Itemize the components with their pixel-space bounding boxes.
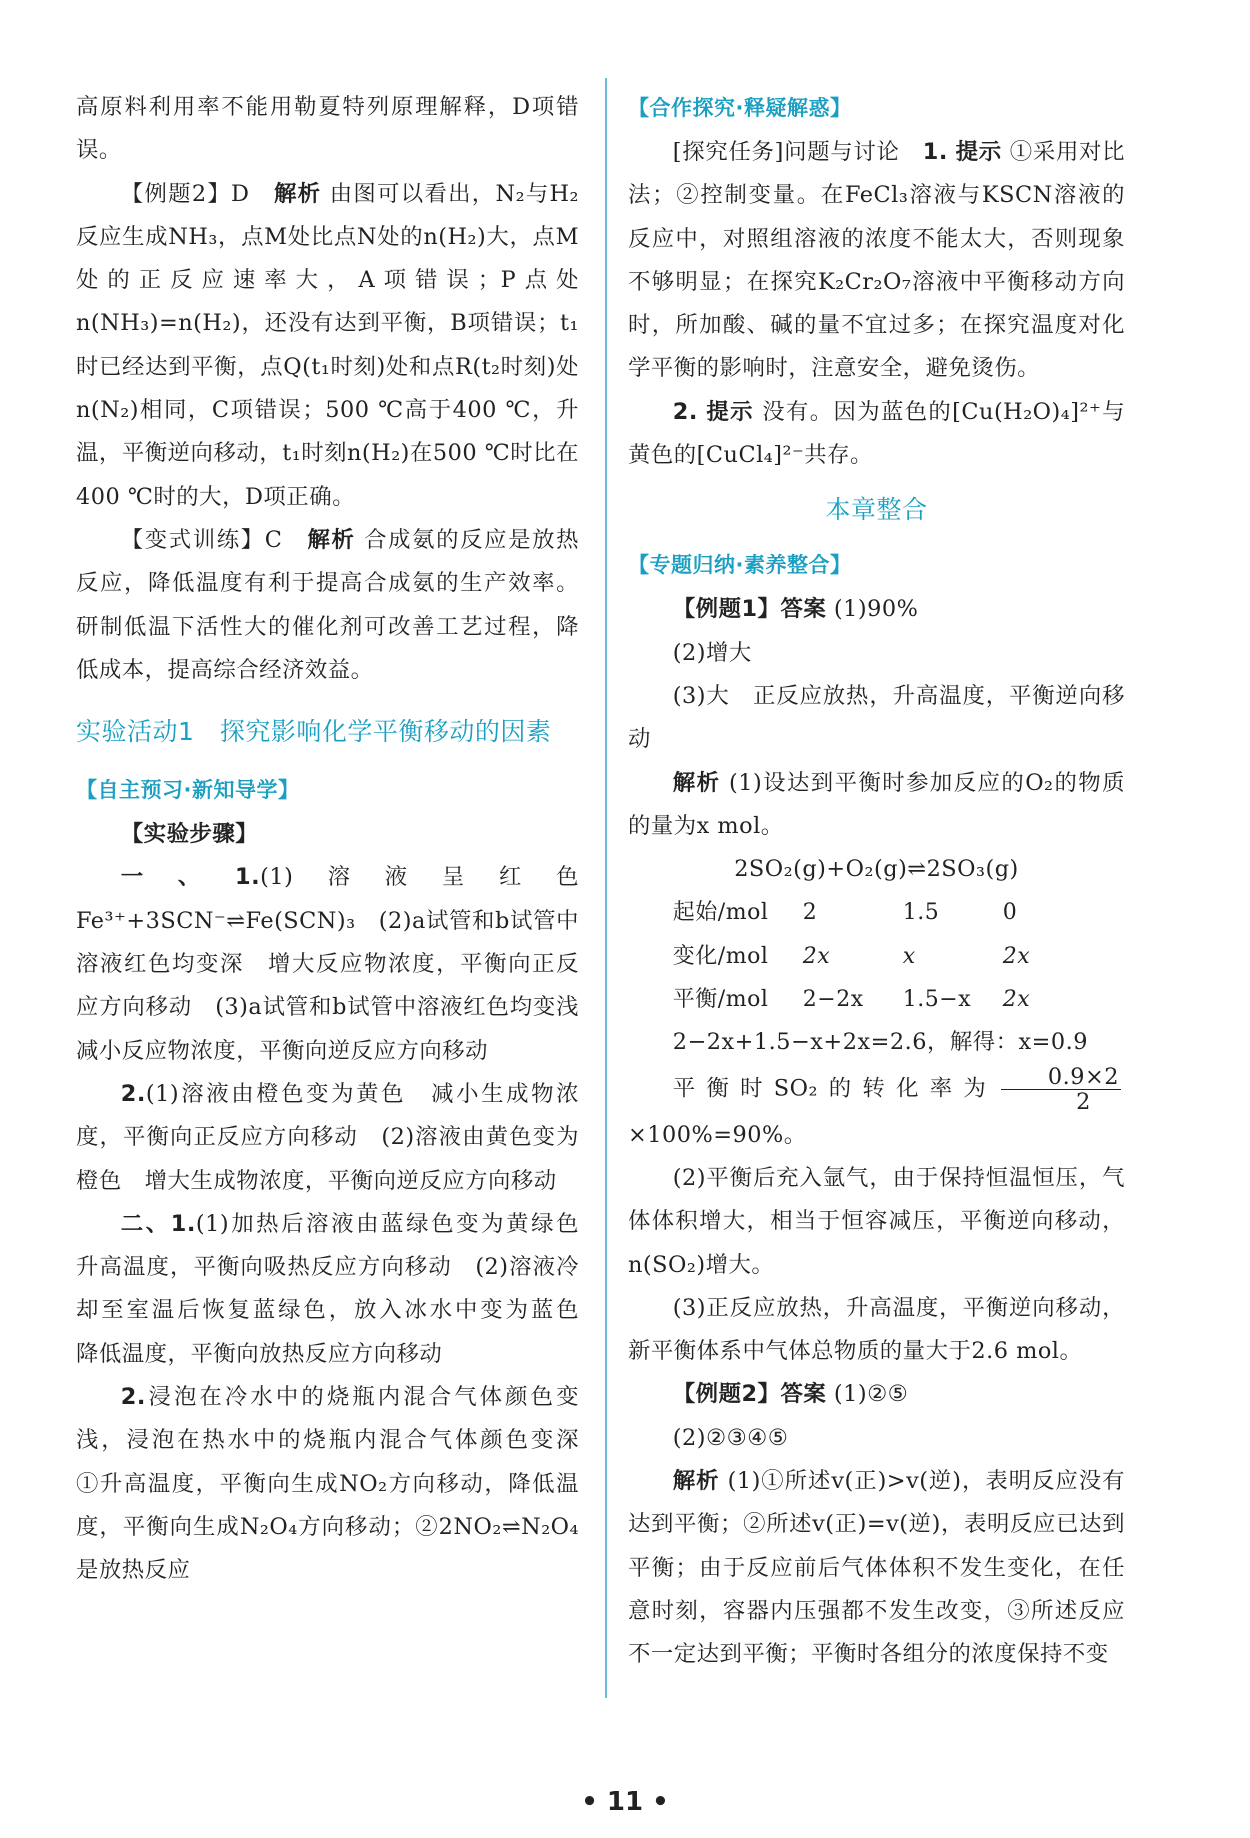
analysis-body: 由图可以看出，N₂与H₂反应生成NH₃，点M处比点N处的n(H₂)大，点M处的正反应速率大，A项错误；P点处n(NH₃)=n(H₂)，还没有达到平衡，B项错误；t₁时已经达到平衡，点Q(t₁时刻)处和点R(t₂时刻)处n(N₂)相同，C项错误；500 ℃高于400 ℃，升温，平衡逆向移动，t₁时刻n(H₂)在500 ℃时比在400 ℃时的大，D项正确。 [76, 180, 580, 510]
example-1-answer [628, 588, 1125, 631]
answer-1: (1)②⑤ [833, 1381, 909, 1408]
analysis-body: 合成氨的反应是放热反应，降低温度有利于提高合成氨的生产效率。研制低温下活性大的催化剂可改善工艺过程，降低成本，提高综合经济效益。 [76, 526, 579, 683]
solve-line: 2−2x+1.5−x+2x=2.6，解得：x=0.9 [672, 1029, 1088, 1056]
table-cell: 1.5 [902, 900, 940, 926]
answer-3: (3)大 正反应放热，升高温度，平衡逆向移动 [628, 682, 1125, 753]
example-1-analysis [628, 762, 1125, 849]
discussion-1 [628, 131, 1125, 391]
example-2-analysis [628, 1460, 1125, 1676]
chapter-title: 本章整合 [825, 495, 928, 525]
answer-label: 答案 [780, 596, 827, 623]
analysis-3: (3)正反应放热，升高温度，平衡逆向移动，新平衡体系中气体总物质的量大于2.6 mol。 [628, 1294, 1125, 1365]
table-cell: 2 [802, 900, 818, 926]
activity-title: 实验活动1 探究影响化学平衡移动的因素 [76, 717, 552, 747]
example-lead: 【例题2】 [672, 1381, 781, 1408]
step-body: (1)溶液呈红色 Fe³⁺+3SCN⁻⇌Fe(SCN)₃ (2)a试管和b试管中溶液红色均变深 增大反应物浓度，平衡向正反应方向移动 (3)a试管和b试管中溶液红色均变浅 减小反应物浓度，平衡向逆反应方向移动 [76, 864, 602, 1064]
analysis-2: (2)平衡后充入氩气，由于保持恒温恒压，气体体积增大，相当于恒容减压，平衡逆向移动，n(SO₂)增大。 [628, 1164, 1125, 1278]
table-cell: 起始/mol [672, 900, 769, 926]
section-heading: 【自主预习·新知导学】 [76, 778, 300, 803]
analysis-label: 解析 [307, 526, 356, 553]
page-number: • 11 • [581, 1787, 669, 1817]
table-cell: 平衡/mol [672, 987, 769, 1013]
step-paragraph [76, 856, 602, 1072]
step-paragraph [76, 1073, 579, 1203]
hint-label: 提示 [706, 398, 754, 425]
example-2-lead: 【例题2】D [120, 180, 250, 207]
analysis-label: 解析 [672, 769, 721, 796]
hint-body: ①采用对比法；②控制变量。在FeCl₃溶液与KSCN溶液的反应中，对照组溶液的浓度不能太大，否则现象不够明显；在探究K₂Cr₂O₇溶液中平衡移动方向时，所加酸、碱的量不宜过多；在探究温度对化学平衡的影响时，注意安全，避免烫伤。 [628, 139, 1126, 382]
task-label: [探究任务]问题与讨论 [672, 139, 900, 165]
table-row [673, 935, 1030, 978]
example-2-answer [628, 1373, 1125, 1416]
example-2-paragraph [76, 173, 579, 519]
table-cell: 变化/mol [672, 943, 769, 969]
analysis-body: (1)设达到平衡时参加反应的O₂的物质的量为x mol。 [628, 769, 1126, 839]
item-number: 1. [922, 139, 948, 165]
variant-training-paragraph [76, 519, 579, 692]
reaction-equation: 2SO₂(g)+O₂(g)⇌2SO₃(g) [734, 856, 1019, 883]
table-cell: 2x [1002, 987, 1031, 1013]
step-body: (1)加热后溶液由蓝绿色变为黄绿色 升高温度，平衡向吸热反应方向移动 (2)溶液冷却至室温后恢复蓝绿色，放入冰水中变为蓝色 降低温度，平衡向放热反应方向移动 [76, 1210, 602, 1367]
conversion-prefix: 平衡时SO₂的转化率为 [672, 1075, 998, 1102]
step-number: 2. [120, 1080, 146, 1107]
table-cell: 2−2x [802, 987, 864, 1013]
fraction [1001, 1065, 1121, 1114]
example-lead: 【例题1】 [672, 596, 781, 623]
step-body: 浸泡在冷水中的烧瓶内混合气体颜色变浅，浸泡在热水中的烧瓶内混合气体颜色变深 ①升高温度，平衡向生成NO₂方向移动，降低温度，平衡向生成N₂O₄方向移动；②2NO₂⇌N₂O₄是放热反应 [76, 1384, 602, 1584]
answer-1: (1)90% [833, 596, 919, 623]
answer-label: 答案 [780, 1381, 827, 1408]
steps-label: 【实验步骤】 [120, 821, 259, 848]
discussion-2 [628, 391, 1125, 478]
analysis-body: (1)①所述v(正)>v(逆)，表明反应没有达到平衡；②所述v(正)=v(逆)，表明反应已达到平衡；由于反应前后气体体积不发生变化，在任意时刻，容器内压强都不发生改变，③所述反应不一定达到平衡；平衡时各组分的浓度保持不变 [628, 1468, 1126, 1668]
step-number: 2. [120, 1384, 146, 1411]
table-cell: 2x [1002, 943, 1031, 969]
answer-2: (2)增大 [672, 639, 752, 666]
section-heading: 【专题归纳·素养整合】 [628, 553, 852, 578]
analysis-label: 解析 [672, 1468, 720, 1495]
hint-label: 提示 [955, 139, 1002, 165]
step-number: 二、1. [120, 1210, 196, 1237]
table-cell: 2x [802, 943, 831, 969]
table-row [673, 891, 1030, 934]
step-number: 一、1. [120, 864, 261, 891]
analysis-label: 解析 [273, 180, 322, 207]
table-cell: 1.5−x [902, 987, 972, 1013]
right-column [628, 86, 1125, 1677]
fraction-denominator: 2 [1076, 1088, 1091, 1115]
step-paragraph [76, 1203, 602, 1376]
table-cell: 0 [1002, 900, 1018, 926]
answer-2: (2)②③④⑤ [672, 1424, 789, 1451]
step-body: (1)溶液由橙色变为黄色 减小生成物浓度，平衡向正反应方向移动 (2)溶液由黄色变为橙色 增大生成物浓度，平衡向逆反应方向移动 [76, 1080, 579, 1194]
ice-table [673, 891, 1030, 1021]
left-column [76, 86, 602, 1593]
paragraph: 高原料利用率不能用勒夏特列原理解释，D项错误。 [76, 94, 579, 164]
conversion-suffix: ×100%=90%。 [628, 1121, 807, 1148]
section-heading: 【合作探究·释疑解惑】 [628, 96, 852, 120]
item-number: 2. [672, 398, 698, 425]
step-paragraph [76, 1376, 602, 1592]
conversion-line [628, 1065, 1125, 1157]
table-cell: x [902, 943, 916, 969]
variant-lead: 【变式训练】C [120, 526, 283, 553]
fraction-numerator: 0.9×2 [1001, 1065, 1121, 1090]
column-divider [605, 78, 607, 1698]
table-row [673, 978, 1030, 1021]
hint-body: 没有。因为蓝色的[Cu(H₂O)₄]²⁺与黄色的[CuCl₄]²⁻共存。 [628, 398, 1126, 469]
